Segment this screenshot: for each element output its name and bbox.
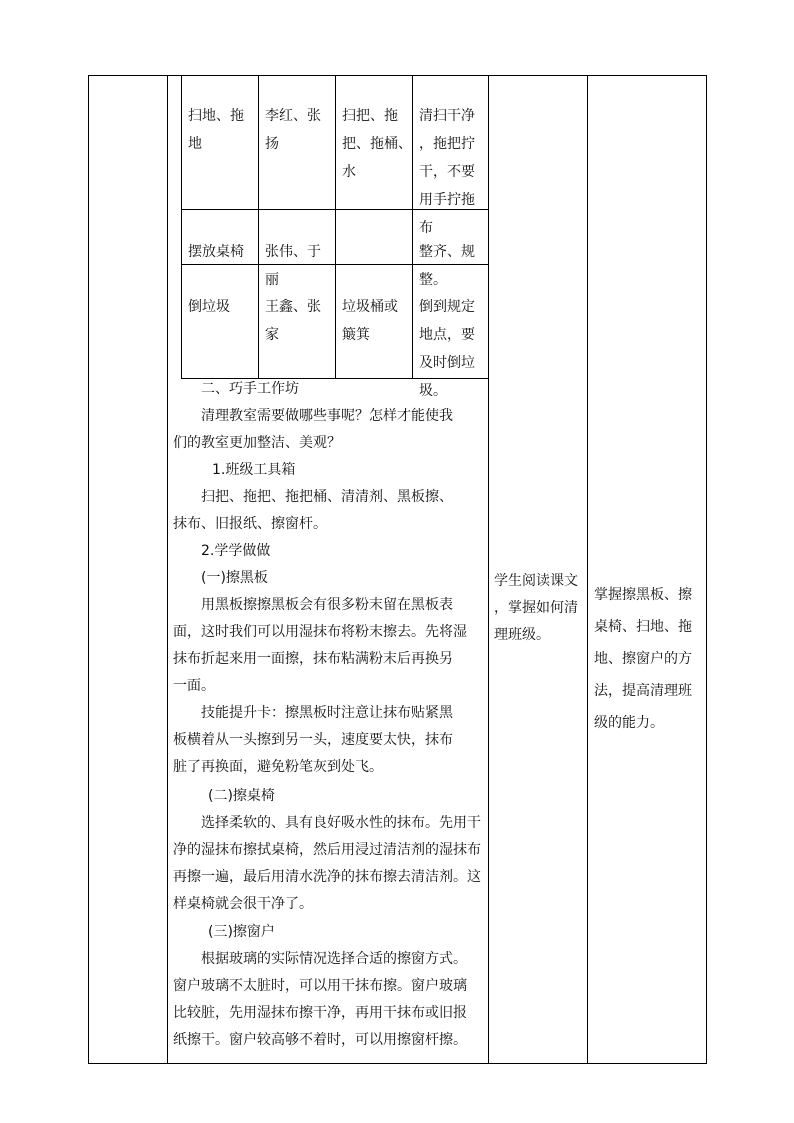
duty-table-col-line-3 (412, 75, 413, 379)
duty-row-2-task: 摆放桌椅 (188, 244, 244, 260)
duty-row-1-people: 李红、张 扬 (265, 108, 321, 152)
content-line: 们的教室更加整洁、美观？ (173, 435, 341, 451)
duty-row-3-people: 王鑫、张 家 (265, 299, 321, 343)
content-line: 净的湿抹布擦拭桌椅，然后用浸过清洁剂的湿抹布 (173, 842, 481, 858)
content-line: 窗户玻璃不太脏时，可以用干抹布擦。窗户玻璃 (173, 978, 467, 994)
duty-table-col-line-2 (335, 75, 336, 379)
content-line: 面，这时我们可以用湿抹布将粉末擦去。先将湿 (173, 624, 467, 640)
content-line: 样桌椅就会很干净了。 (173, 896, 313, 912)
content-line: 一面。 (173, 678, 215, 694)
duty-row-2-requirement: 整齐、规 整。 (419, 244, 475, 288)
content-line: 清理教室需要做哪些事呢？怎样才能使我 (201, 408, 453, 424)
column-divider-3 (587, 75, 588, 1064)
student-activity-text: 学生阅读课文 ，掌握如何清 理班级。 (494, 573, 578, 643)
outer-bottom-border (88, 1063, 707, 1064)
column-divider-1 (167, 75, 168, 1064)
duty-row-3-task: 倒垃圾 (188, 299, 230, 315)
content-line: 板横着从一头擦到另一头，速度要太快，抹布 (173, 732, 453, 748)
content-line: 用黑板擦擦黑板会有很多粉末留在黑板表 (201, 597, 453, 613)
subheading-toolbox: 1.班级工具箱 (212, 462, 296, 478)
content-line: 根据玻璃的实际情况选择合适的擦窗方式。 (201, 951, 467, 967)
skill-tip-line: 技能提升卡：擦黑板时注意让抹布贴紧黑 (201, 705, 453, 721)
duty-table-left-border (181, 75, 182, 379)
content-line: 选择柔软的、具有良好吸水性的抹布。先用干 (201, 815, 481, 831)
section-heading-workshop: 二、巧手工作坊 (201, 381, 299, 397)
duty-row-3-requirement: 倒到规定 地点，要 及时倒垃 圾。 (419, 299, 475, 399)
column-divider-2 (488, 75, 489, 1064)
subheading-learn-do: 2.学学做做 (201, 543, 271, 559)
duty-row-2-people: 张伟、于 丽 (265, 244, 321, 288)
subheading-window: (三)擦窗户 (208, 924, 275, 940)
duty-row-3-tools: 垃圾桶或 簸箕 (342, 299, 398, 343)
content-line: 再擦一遍，最后用清水洗净的抹布擦去清洁剂。这 (173, 869, 481, 885)
duty-row-1-task: 扫地、拖 地 (188, 108, 244, 152)
subheading-desk-chair: (二)擦桌椅 (208, 788, 275, 804)
content-line: 脏了再换面，避免粉笔灰到处飞。 (173, 759, 383, 775)
duty-table-col-line-1 (258, 75, 259, 379)
outer-right-border (706, 75, 707, 1064)
content-line: 抹布、旧报纸、擦窗杆。 (173, 516, 327, 532)
duty-row-1-requirement: 清扫干净 ，拖把拧 干，不要 用手拧拖 布 (419, 108, 475, 236)
duty-row-1-tools: 扫把、拖 把、拖桶、 水 (342, 108, 412, 180)
design-intent-text: 掌握擦黑板、擦 桌椅、扫地、拖 地、擦窗户的方 法，提高清理班 级的能力。 (594, 587, 692, 731)
subheading-blackboard: (一)擦黑板 (201, 570, 268, 586)
outer-left-border (88, 75, 89, 1064)
content-line: 纸擦干。窗户较高够不着时，可以用擦窗杆擦。 (173, 1032, 467, 1048)
content-line: 扫把、拖把、拖把桶、清清剂、黑板擦、 (201, 489, 453, 505)
content-line: 比较脏，先用湿抹布擦干净，再用干抹布或旧报 (173, 1005, 467, 1021)
content-line: 抹布折起来用一面擦，抹布粘满粉末后再换另 (173, 651, 453, 667)
